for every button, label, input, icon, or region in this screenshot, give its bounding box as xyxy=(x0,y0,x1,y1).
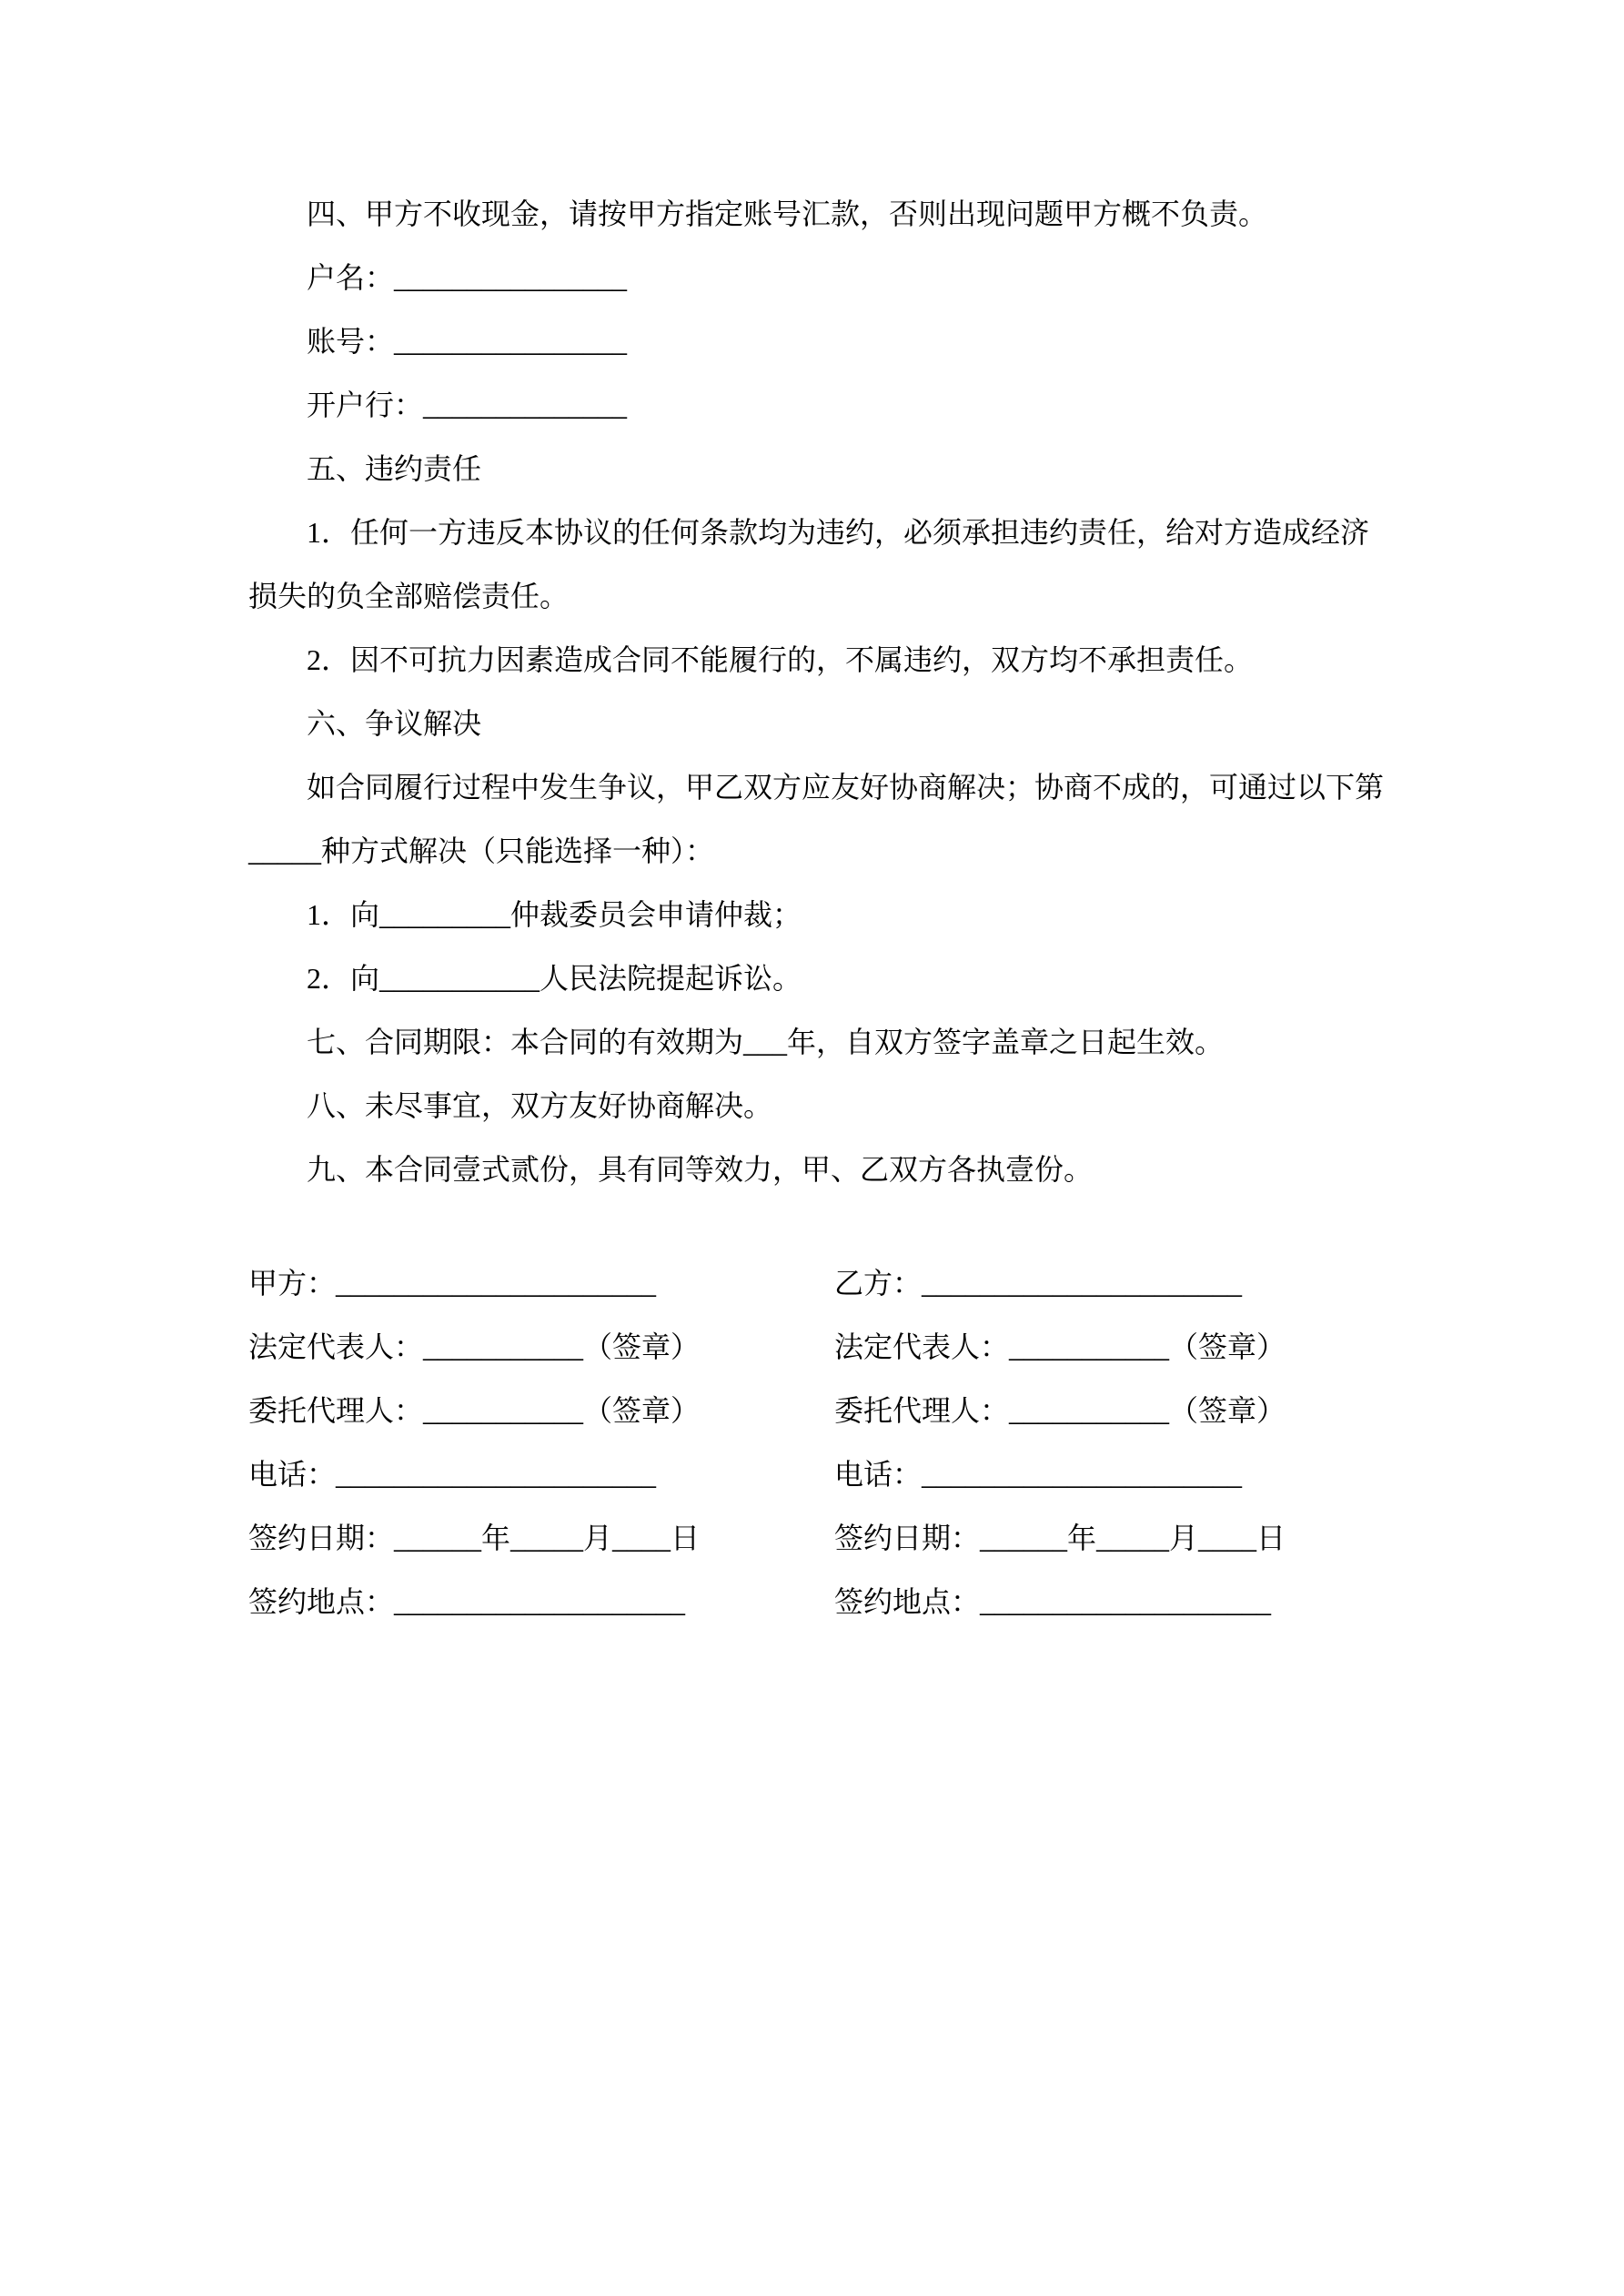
party-b-signature-column xyxy=(834,1251,1386,1633)
contract-body xyxy=(248,182,1386,1201)
party-a-signature-column xyxy=(248,1251,834,1633)
party-a-name-line: 甲方：______________________ xyxy=(248,1267,657,1300)
clause-6-intro: 如合同履行过程中发生争议，甲乙双方应友好协商解决；协商不成的，可通过以下第_____种方式解决（只能选择一种）： xyxy=(248,771,1385,867)
clause-6-option-arbitration: 1．向_________仲裁委员会申请仲裁； xyxy=(307,898,802,931)
heading-clause-5-breach: 五、违约责任 xyxy=(307,452,482,485)
party-b-name-line: 乙方：______________________ xyxy=(834,1267,1243,1300)
clause-5-item-2: 2．因不可抗力因素造成合同不能履行的，不属违约，双方均不承担责任。 xyxy=(307,643,1254,676)
party-b-sign-date-line: 签约日期：______年_____月____日 xyxy=(834,1522,1286,1554)
clause-5-item-1: 1．任何一方违反本协议的任何条款均为违约，必须承担违约责任，给对方造成经济损失的负全部赔偿责任。 xyxy=(248,516,1370,612)
party-b-phone-line: 电话：______________________ xyxy=(834,1458,1243,1491)
party-a-phone-line: 电话：______________________ xyxy=(248,1458,657,1491)
field-account-number: 账号：________________ xyxy=(307,325,628,358)
party-b-sign-place-line: 签约地点：____________________ xyxy=(834,1585,1272,1618)
clause-6-option-litigation: 2．向___________人民法院提起诉讼。 xyxy=(307,962,802,995)
clause-9-copies: 九、本合同壹式贰份，具有同等效力，甲、乙双方各执壹份。 xyxy=(307,1153,1094,1186)
signature-block xyxy=(248,1251,1386,1633)
party-a-agent-line: 委托代理人：___________（签章） xyxy=(248,1394,701,1427)
party-a-sign-place-line: 签约地点：____________________ xyxy=(248,1585,686,1618)
party-a-sign-date-line: 签约日期：______年_____月____日 xyxy=(248,1522,701,1554)
clause-7-term: 七、合同期限：本合同的有效期为___年，自双方签字盖章之日起生效。 xyxy=(307,1026,1225,1058)
party-a-legal-rep-line: 法定代表人：___________（签章） xyxy=(248,1330,701,1363)
clause-4-payment: 四、甲方不收现金，请按甲方指定账号汇款，否则出现问题甲方概不负责。 xyxy=(307,197,1268,230)
heading-clause-6-dispute: 六、争议解决 xyxy=(307,707,482,740)
field-account-holder: 户名：________________ xyxy=(307,261,628,294)
field-bank-branch: 开户行：______________ xyxy=(307,389,628,421)
party-b-legal-rep-line: 法定代表人：___________（签章） xyxy=(834,1330,1286,1363)
clause-8-misc: 八、未尽事宜，双方友好协商解决。 xyxy=(307,1089,773,1122)
party-b-agent-line: 委托代理人：___________（签章） xyxy=(834,1394,1286,1427)
